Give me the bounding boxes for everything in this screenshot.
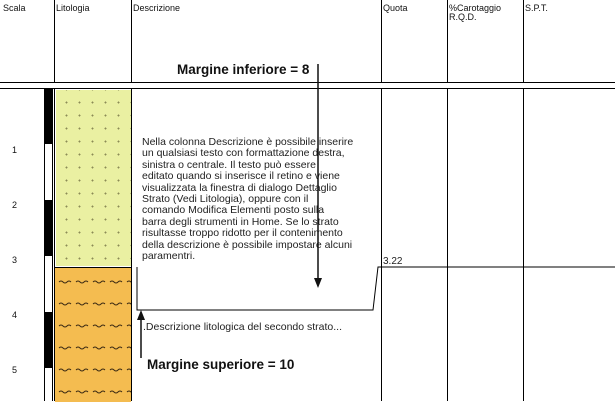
wave-pattern xyxy=(55,268,131,402)
layer1-description-box xyxy=(142,137,374,262)
col-divider-4b xyxy=(447,88,448,401)
col-divider-5 xyxy=(523,0,524,82)
description-line: barra degli strumenti in Home. Se lo strato xyxy=(142,215,339,228)
scale-tick-label: 4 xyxy=(12,310,18,320)
header-scala: Scala xyxy=(3,3,26,13)
header-litologia: Litologia xyxy=(56,3,90,13)
scale-tick-label: 5 xyxy=(12,365,18,375)
header-quota: Quota xyxy=(383,3,408,13)
quota-value: 3.22 xyxy=(383,256,403,267)
header-carotaggio: %Carotaggio xyxy=(449,3,502,13)
header-bottom-rule xyxy=(0,82,615,83)
col-divider-4 xyxy=(447,0,448,82)
lithology-layer-2[interactable] xyxy=(55,267,131,402)
description-line: editato quando si inserisce il retino e viene xyxy=(142,170,340,183)
margin-bottom-callout: Margine inferiore = 8 xyxy=(177,62,310,77)
scale-tick-label: 3 xyxy=(12,255,18,265)
col-divider-3 xyxy=(381,0,382,82)
scale-bar xyxy=(44,88,53,401)
boundary-connector xyxy=(137,267,615,310)
header-rqd: R.Q.D. xyxy=(449,12,477,22)
scale-bar-seg-3 xyxy=(45,200,52,256)
layer2-description: .Descrizione litologica del secondo strato... xyxy=(143,321,343,333)
description-line: risultasse troppo ridotto per il contenimento xyxy=(142,227,343,240)
description-line: Strato (Vedi Litologia), oppure con il xyxy=(142,193,309,206)
description-line: Nella colonna Descrizione è possibile inserire xyxy=(142,136,354,148)
description-line: paramentri. xyxy=(142,250,196,263)
lithology-layer-1[interactable] xyxy=(56,90,131,266)
scale-bar-seg-5 xyxy=(45,312,52,368)
description-line: della descrizione è possibile impostare alcuni xyxy=(142,238,353,251)
header-spt: S.P.T. xyxy=(525,3,548,13)
margin-top-callout: Margine superiore = 10 xyxy=(147,357,295,372)
description-line: visualizzata la finestra di dialogo Dettaglio xyxy=(142,181,337,194)
col-divider-5b xyxy=(523,88,524,401)
scale-tick-label: 2 xyxy=(12,200,18,210)
col-divider-2b xyxy=(131,88,132,401)
col-divider-2 xyxy=(131,0,132,82)
description-line: comando Modifica Elementi posto sulla xyxy=(142,204,325,217)
col-divider-1 xyxy=(54,0,55,82)
scale-tick-label: 1 xyxy=(12,145,18,155)
scale-bar-seg-1 xyxy=(45,88,52,144)
description-line: sinistra o centrale. Il testo può essere xyxy=(142,158,316,171)
col-divider-3b xyxy=(381,88,382,401)
header-descrizione: Descrizione xyxy=(133,3,181,13)
margin-top-arrowhead xyxy=(137,310,145,320)
margin-bottom-arrowhead xyxy=(314,278,322,288)
description-line: un qualsiasi testo con formattazione destra, xyxy=(142,147,345,160)
